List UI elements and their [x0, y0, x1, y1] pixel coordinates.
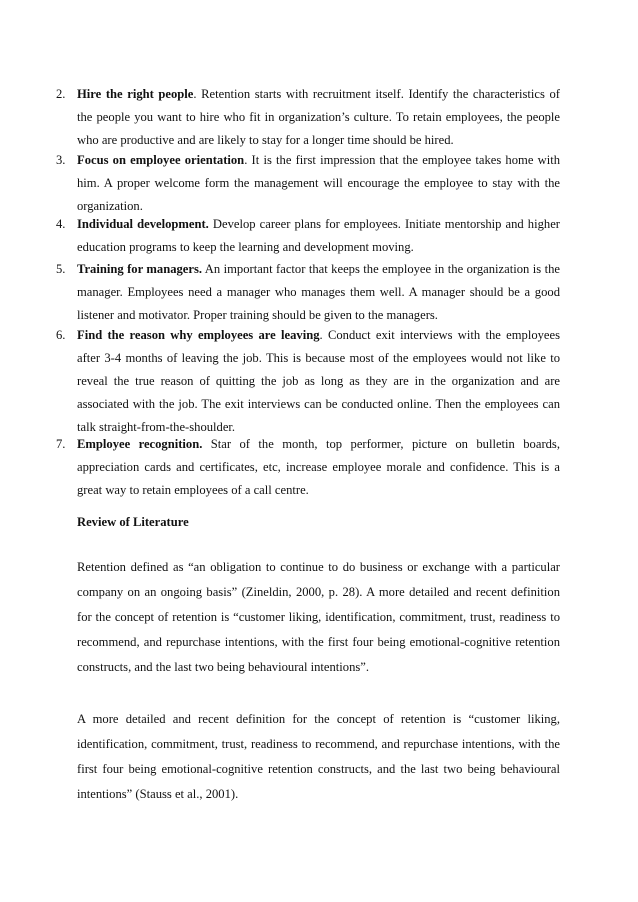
list-item-text: An important factor that keeps the employee in the organization is the manager. Employees need a manager who manages them well. A manager should be a good listener and motivator. Proper training should be given to the managers.	[77, 262, 561, 322]
list-item-title: Individual development.	[77, 217, 209, 231]
list-item-title: Hire the right people	[77, 87, 194, 101]
list-number: 7.	[56, 437, 66, 451]
list-item-title-suffix: .	[193, 87, 197, 101]
list-item-title: Find the reason why employees are leaving	[77, 328, 320, 342]
section-heading: Review of Literature	[77, 515, 189, 529]
list-item-body	[77, 83, 560, 152]
paragraph: Retention defined as “an obligation to continue to do business or exchange with a particular company on an ongoing basis” (Zineldin, 2000, p. 28). A more detailed and recent definition for the concept of retention is “customer liking, identification, commitment, trust, readiness to recommend, and repurchase intentions, with the first four being emotional-cognitive retention constructs, and the last two being behavioural intentions”.	[77, 560, 560, 674]
list-item-text: Retention starts with recruitment itself. Identify the characteristics of the people you want to hire who fit in organization’s culture. To retain employees, the people who are productive and are likely to stay for a longer time should be hired.	[77, 87, 560, 147]
list-number: 3.	[56, 153, 66, 167]
list-number: 2.	[56, 87, 66, 101]
list-item-body	[77, 213, 560, 259]
list-number: 5.	[56, 262, 66, 276]
list-item	[56, 258, 561, 327]
list-item	[56, 83, 560, 152]
list-item-text: Develop career plans for employees. Initiate mentorship and higher education programs to keep the learning and development moving.	[77, 217, 560, 254]
list-item	[56, 433, 560, 502]
list-item-body	[77, 324, 560, 439]
list-item-body	[77, 258, 560, 327]
list-item-text: Conduct exit interviews with the employees after 3-4 months of leaving the job. This is because most of the employees would not like to reveal the true reason of quitting the job as long as they are in the organization and are associated with the job. The exit interviews can be conducted online. Then the employees can talk straight-from-the-shoulder.	[77, 328, 561, 434]
list-item-title-suffix: .	[319, 328, 323, 342]
list-item-title: Employee recognition.	[77, 437, 203, 451]
list-item-title: Training for managers.	[77, 262, 203, 276]
list-item-text: Star of the month, top performer, picture on bulletin boards, appreciation cards and certificates, etc, increase employee morale and confidence. This is a great way to retain employees of a call centre.	[77, 437, 560, 497]
list-number: 4.	[56, 217, 66, 231]
list-item-body	[77, 433, 560, 502]
paragraph: A more detailed and recent definition for the concept of retention is “customer liking, identification, commitment, trust, readiness to recommend, and repurchase intentions, with the first four being emotional-cognitive retention constructs, and the last two being behavioural intentions” (Stauss et al., 2001).	[77, 712, 560, 801]
list-item-text: It is the first impression that the employee takes home with him. A proper welcome form the management will encourage the employee to stay with the organization.	[77, 153, 560, 213]
list-number: 6.	[56, 328, 66, 342]
list-item	[56, 324, 561, 439]
list-item	[56, 213, 560, 259]
list-item-body	[77, 149, 560, 218]
list-item	[56, 149, 560, 218]
list-item-title: Focus on employee orientation	[77, 153, 245, 167]
list-item-title-suffix: .	[244, 153, 248, 167]
